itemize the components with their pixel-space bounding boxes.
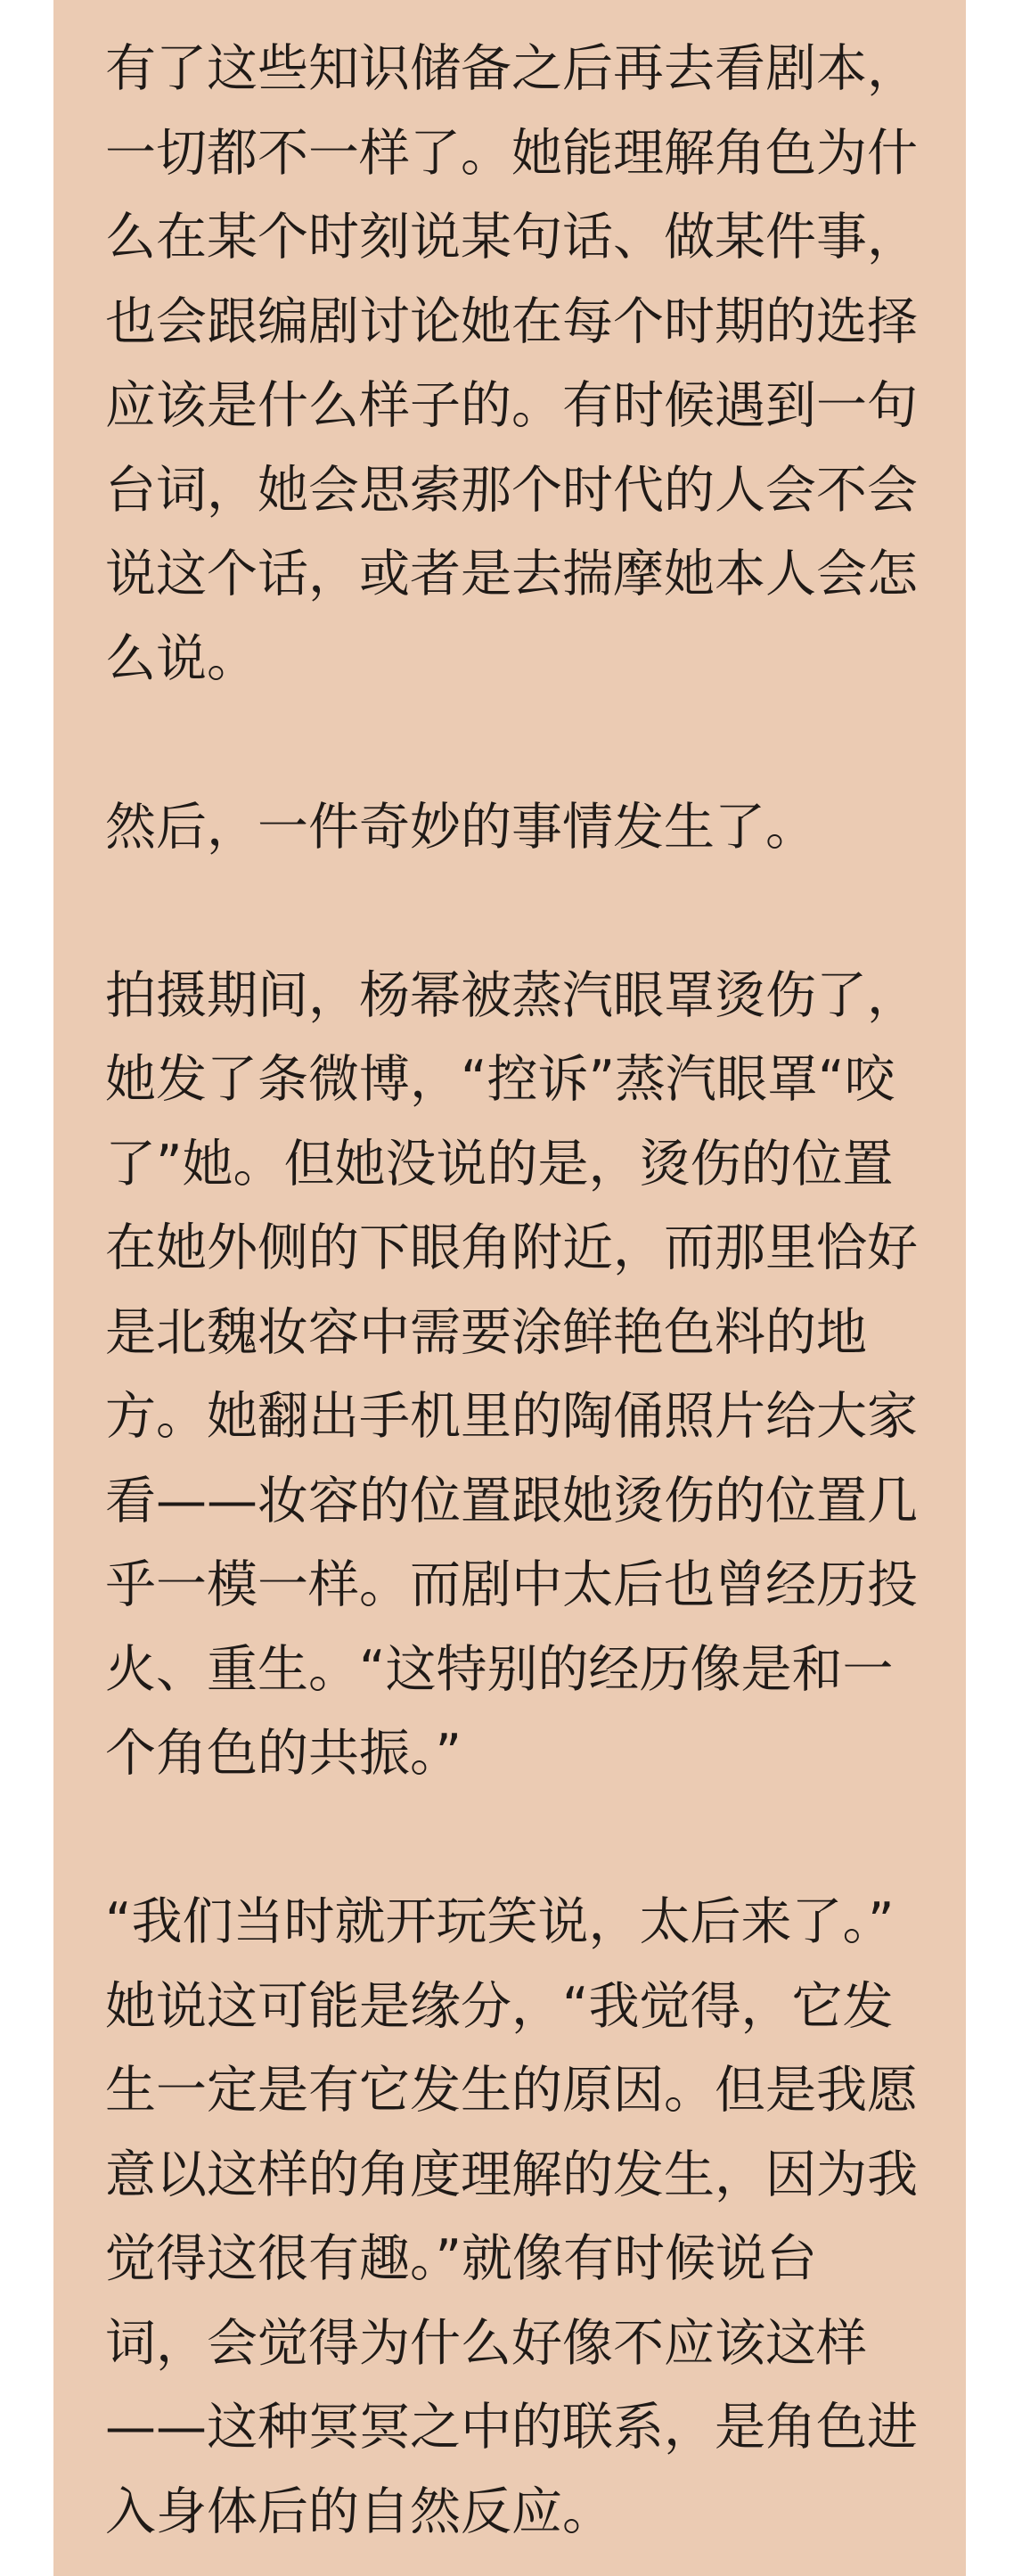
text-line: 在她外侧的下眼角附近，而那里恰好 xyxy=(105,1218,918,1277)
text-line: “我们当时就开玩笑说，太后来了。” xyxy=(105,1892,895,1951)
paragraph-4 xyxy=(105,1880,925,2554)
paragraph-1 xyxy=(105,27,925,701)
text-line: 然后，一件奇妙的事情发生了。 xyxy=(105,797,816,857)
text-line: 也会跟编剧讨论她在每个时期的选择 xyxy=(105,291,918,351)
text-line: 台词，她会思索那个时代的人会不会 xyxy=(105,460,918,520)
text-line: 入身体后的自然反应。 xyxy=(105,2482,613,2541)
paragraph-3 xyxy=(105,954,925,1796)
article-body xyxy=(105,27,925,2554)
text-line: 有了这些知识储备之后再去看剧本， xyxy=(105,39,918,98)
text-line: 应该是什么样子的。有时候遇到一句 xyxy=(105,376,918,435)
text-line: 拍摄期间，杨幂被蒸汽眼罩烫伤了， xyxy=(105,965,918,1025)
text-line: 乎一模一样。而剧中太后也曾经历投 xyxy=(105,1555,918,1614)
text-line: 词，会觉得为什么好像不应该这样 xyxy=(105,2313,867,2373)
text-line: 是北魏妆容中需要涂鲜艳色料的地 xyxy=(105,1302,867,1362)
text-line: 她说这可能是缘分，“我觉得，它发 xyxy=(105,1976,894,2036)
text-line: 说这个话，或者是去揣摩她本人会怎 xyxy=(105,545,918,603)
text-line: 么说。 xyxy=(105,628,258,688)
text-line: 生一定是有它发生的原因。但是我愿 xyxy=(105,2061,918,2120)
text-line: 方。她翻出手机里的陶俑照片给大家 xyxy=(105,1387,918,1446)
text-line: 她发了条微博，“控诉”蒸汽眼罩“咬 xyxy=(105,1050,895,1109)
text-line: 意以这样的角度理解的发生，因为我 xyxy=(105,2145,918,2204)
text-line: ——这种冥冥之中的联系，是角色进 xyxy=(105,2398,918,2457)
text-line: 一切都不一样了。她能理解角色为什 xyxy=(105,123,918,183)
text-line: 觉得这很有趣。”就像有时候说台 xyxy=(105,2229,818,2288)
text-line: 火、重生。“这特别的经历像是和一 xyxy=(105,1639,894,1699)
text-line: 么在某个时刻说某句话、做某件事， xyxy=(105,208,918,267)
text-line: 了”她。但她没说的是，烫伤的位置 xyxy=(105,1134,894,1194)
text-line: 个角色的共振。” xyxy=(105,1724,462,1783)
text-line: 看——妆容的位置跟她烫伤的位置几 xyxy=(105,1471,918,1530)
paragraph-2 xyxy=(105,785,925,870)
